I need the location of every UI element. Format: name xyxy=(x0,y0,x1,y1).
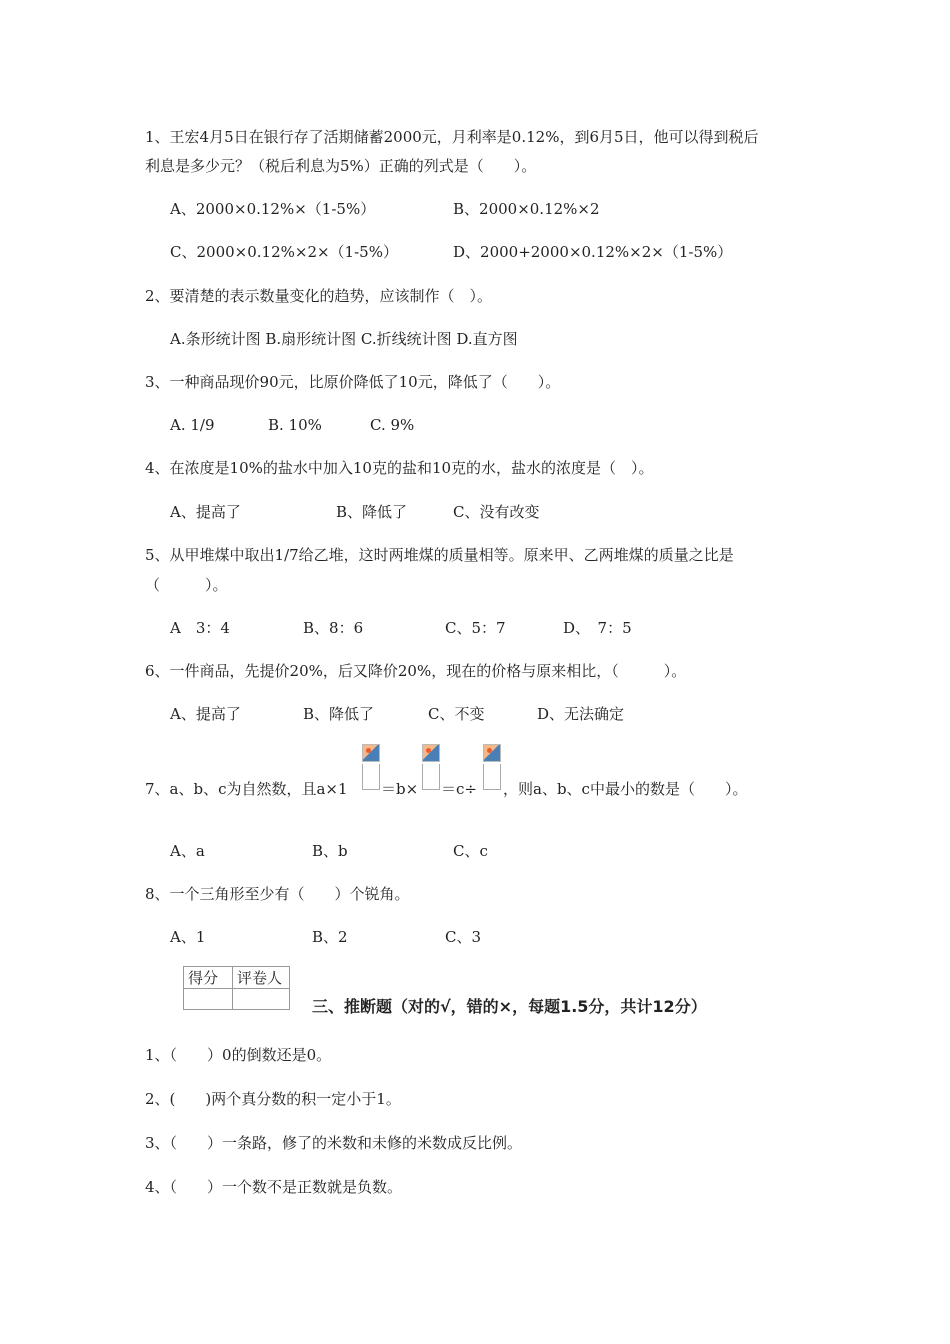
judge-item-1: 1、（ ）0的倒数还是0。 xyxy=(145,1046,332,1064)
q6-option-c: C、不变 xyxy=(428,705,485,723)
q8-option-c: C、3 xyxy=(445,928,482,946)
q7-option-b: B、b xyxy=(312,842,348,860)
q1-option-a: A、2000×0.12%×（1-5%） xyxy=(170,200,376,218)
q1-stem-line1: 1、王宏4月5日在银行存了活期储蓄2000元，月利率是0.12%，到6月5日，他可以得到税后 xyxy=(145,128,759,146)
q1-stem-line2: 利息是多少元？（税后利息为5%）正确的列式是（ ）。 xyxy=(145,157,537,175)
q4-stem: 4、在浓度是10%的盐水中加入10克的盐和10克的水，盐水的浓度是（ ）。 xyxy=(145,459,654,477)
fraction-image-1 xyxy=(362,744,380,790)
q3-stem: 3、一种商品现价90元，比原价降低了10元，降低了（ ）。 xyxy=(145,373,561,391)
q7-stem-part3: ＝c÷ xyxy=(441,780,477,798)
q1-option-c: C、2000×0.12%×2×（1-5%） xyxy=(170,243,398,261)
q5-stem-line1: 5、从甲堆煤中取出1/7给乙堆，这时两堆煤的质量相等。原来甲、乙两堆煤的质量之比是 xyxy=(145,546,734,564)
q8-option-a: A、1 xyxy=(170,928,206,946)
q7-option-a: A、a xyxy=(170,842,205,860)
q2-options: A.条形统计图 B.扇形统计图 C.折线统计图 D.直方图 xyxy=(170,330,518,348)
q8-option-b: B、2 xyxy=(312,928,348,946)
q7-stem-part2: ＝b× xyxy=(381,780,419,798)
q7-stem-part4: ，则a、b、c中最小的数是（ ）。 xyxy=(503,780,748,798)
q3-option-c: C. 9% xyxy=(370,416,415,434)
q5-option-a: A 3：4 xyxy=(170,619,230,637)
section3-title: 三、推断题（对的√，错的×，每题1.5分，共计12分） xyxy=(312,997,707,1016)
score-table xyxy=(183,966,290,1010)
q1-option-d: D、2000+2000×0.12%×2×（1-5%） xyxy=(453,243,733,261)
judge-item-3: 3、（ ）一条路，修了的米数和未修的米数成反比例。 xyxy=(145,1134,523,1152)
q5-option-b: B、8：6 xyxy=(303,619,364,637)
grader-cell[interactable] xyxy=(233,989,290,1010)
q5-stem-line2: （ ）。 xyxy=(145,576,228,594)
q5-option-d: D、 7：5 xyxy=(563,619,632,637)
q3-option-b: B. 10% xyxy=(268,416,322,434)
q3-option-a: A. 1/9 xyxy=(170,416,215,434)
q6-option-b: B、降低了 xyxy=(303,705,375,723)
q1-option-b: B、2000×0.12%×2 xyxy=(453,200,600,218)
q4-option-c: C、没有改变 xyxy=(453,503,540,521)
q6-option-a: A、提高了 xyxy=(170,705,241,723)
q8-stem: 8、一个三角形至少有（ ）个锐角。 xyxy=(145,885,410,903)
score-cell[interactable] xyxy=(184,989,233,1010)
q7-stem-part1: 7、a、b、c为自然数，且a×1 xyxy=(145,780,348,798)
judge-item-2: 2、( )两个真分数的积一定小于1。 xyxy=(145,1090,401,1108)
q2-stem: 2、要清楚的表示数量变化的趋势，应该制作（ ）。 xyxy=(145,287,493,305)
q7-option-c: C、c xyxy=(453,842,488,860)
judge-item-4: 4、（ ）一个数不是正数就是负数。 xyxy=(145,1178,403,1196)
q6-stem: 6、一件商品，先提价20%，后又降价20%，现在的价格与原来相比，（ ）。 xyxy=(145,662,687,680)
q4-option-b: B、降低了 xyxy=(336,503,408,521)
fraction-image-2 xyxy=(422,744,440,790)
grader-header: 评卷人 xyxy=(233,967,290,989)
q4-option-a: A、提高了 xyxy=(170,503,241,521)
score-header: 得分 xyxy=(184,967,233,989)
q6-option-d: D、无法确定 xyxy=(537,705,625,723)
q5-option-c: C、5：7 xyxy=(445,619,506,637)
fraction-image-3 xyxy=(483,744,501,790)
